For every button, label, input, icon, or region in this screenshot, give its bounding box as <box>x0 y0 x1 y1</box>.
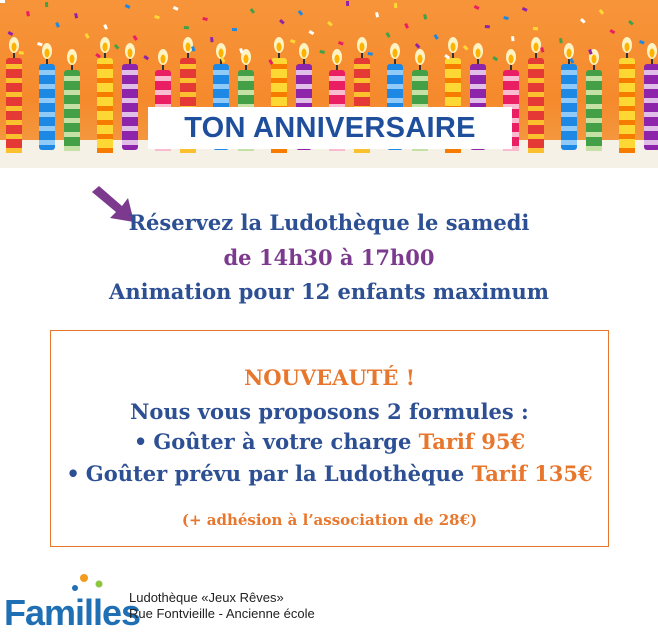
offer-intro: Nous vous proposons 2 formules : <box>130 399 529 424</box>
bullet-icon: • <box>66 461 80 486</box>
formula-name: Goûter à votre charge <box>153 429 412 454</box>
membership-note: (+ adhésion à l’association de 28€) <box>181 511 478 529</box>
birthday-banner <box>0 0 658 168</box>
formula-price: Tarif 95€ <box>418 429 526 454</box>
candle <box>64 49 80 151</box>
info-line-days: Réservez la Ludothèque le samedi <box>128 210 530 235</box>
candle <box>122 43 138 150</box>
candle <box>97 37 113 153</box>
formula-item <box>51 461 608 486</box>
info-line-hours: de 14h30 à 17h00 <box>223 245 435 270</box>
candle <box>39 43 55 150</box>
banner-title: TON ANNIVERSAIRE <box>148 107 512 149</box>
candle <box>644 43 658 150</box>
candle <box>586 49 602 151</box>
candle <box>619 37 635 153</box>
formula-name: Goûter prévu par la Ludothèque <box>85 461 465 486</box>
offer-headline: NOUVEAUTÉ ! <box>244 365 415 390</box>
bullet-icon: • <box>133 429 148 454</box>
candle <box>528 37 544 153</box>
formula-price: Tarif 135€ <box>471 461 593 486</box>
candle <box>6 37 22 153</box>
org-name: Ludothèque «Jeux Rêves» <box>129 590 284 605</box>
formula-item <box>51 429 608 454</box>
info-line-capacity: Animation pour 12 enfants maximum <box>109 279 549 304</box>
offer-box <box>50 330 609 547</box>
familles-logo: Familles <box>0 572 125 622</box>
candle <box>561 43 577 150</box>
org-address: Rue Fontvieille - Ancienne école <box>129 606 315 621</box>
